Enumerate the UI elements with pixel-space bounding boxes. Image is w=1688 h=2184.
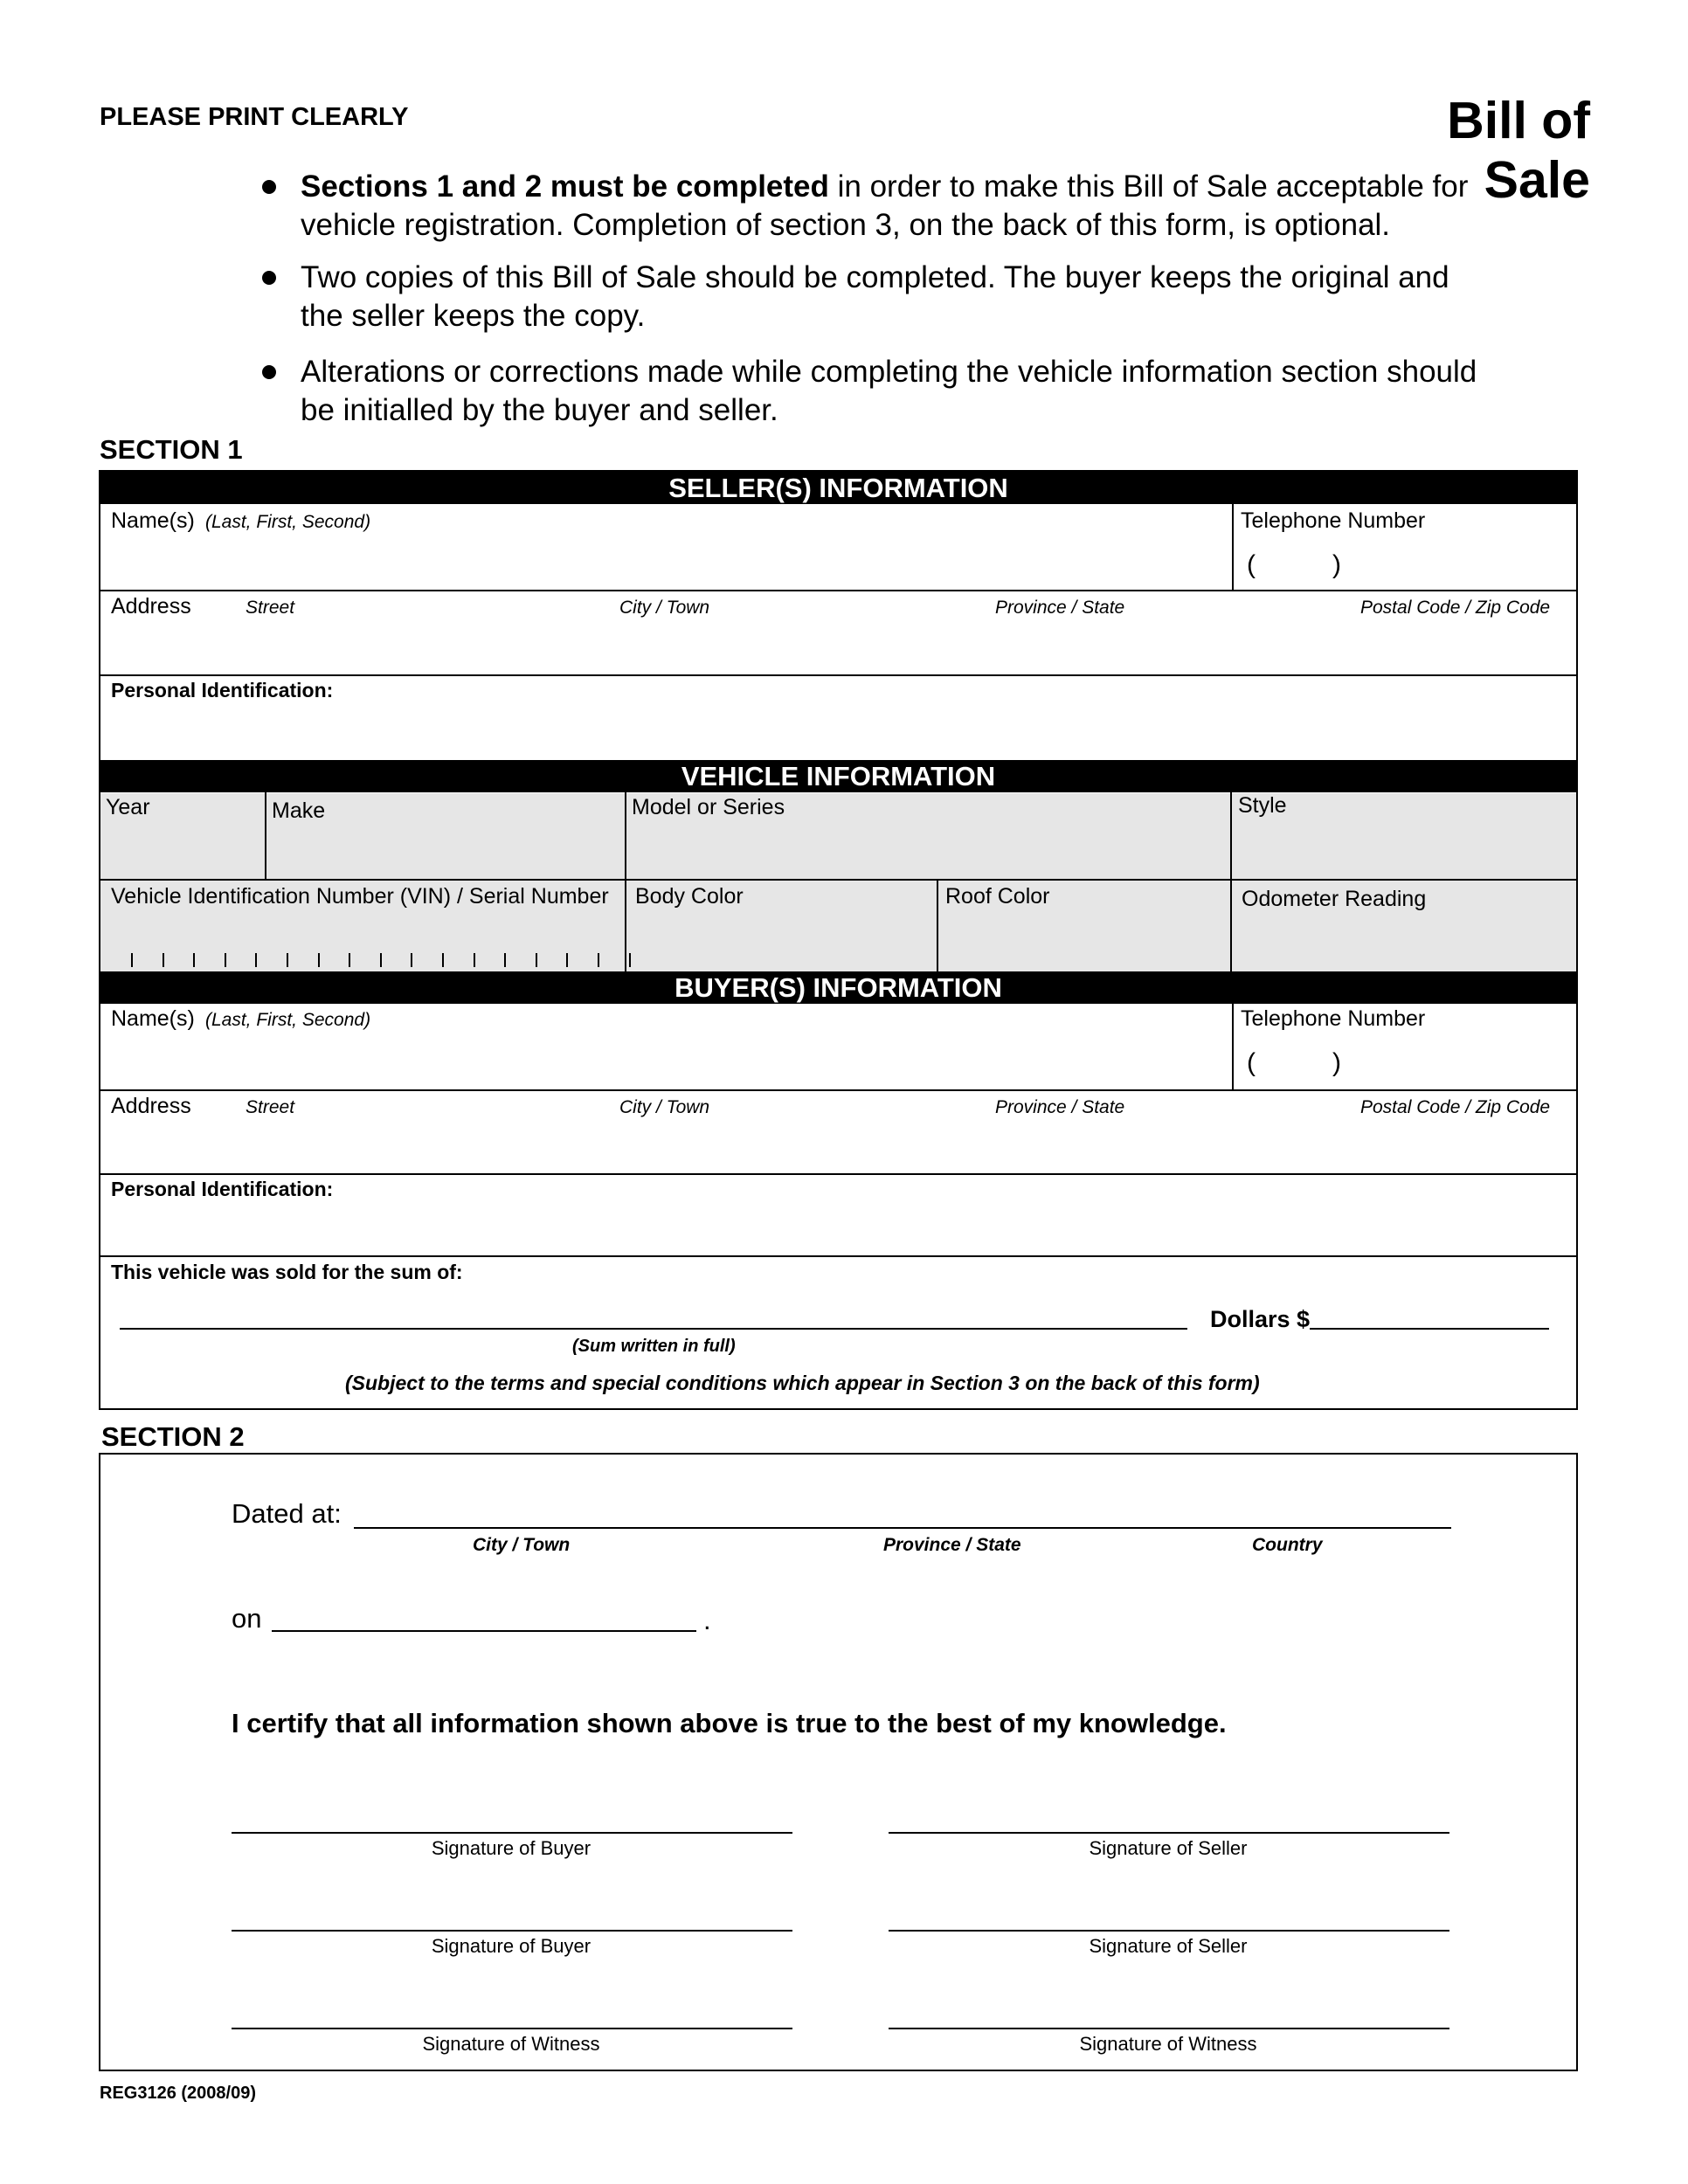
form-title: Bill of Sale bbox=[1447, 92, 1590, 209]
on-label: on bbox=[232, 1603, 262, 1634]
divider bbox=[625, 792, 626, 971]
divider bbox=[1230, 792, 1232, 971]
instruction-text: the seller keeps the copy. bbox=[301, 299, 646, 333]
please-print-notice: PLEASE PRINT CLEARLY bbox=[100, 103, 409, 131]
instruction-item bbox=[262, 168, 1503, 245]
seller-names-label: Name(s) bbox=[111, 508, 195, 533]
instruction-text: be initialled by the buyer and seller. bbox=[301, 393, 778, 427]
vin-box-tick bbox=[287, 953, 288, 967]
dated-city-hint: City / Town bbox=[473, 1535, 571, 1555]
buyer-province-hint: Province / State bbox=[995, 1097, 1125, 1117]
instruction-text: vehicle registration. Completion of section 3, on the back of this form, is optional. bbox=[301, 208, 1391, 242]
vehicle-model-label: Model or Series bbox=[632, 795, 785, 819]
vin-box-tick bbox=[442, 953, 444, 967]
seller-personal-id-label: Personal Identification: bbox=[111, 679, 334, 702]
seller-signature-line[interactable] bbox=[889, 1832, 1449, 1834]
buyer-info-header: BUYER(S) INFORMATION bbox=[100, 971, 1576, 1004]
vehicle-year-label: Year bbox=[106, 795, 150, 819]
seller-city-hint: City / Town bbox=[619, 598, 710, 618]
vin-box-tick bbox=[193, 953, 195, 967]
seller-phone-area-close: ) bbox=[1332, 550, 1341, 579]
vin-box-tick bbox=[349, 953, 350, 967]
dated-at-label: Dated at: bbox=[232, 1498, 342, 1529]
section2-title: SECTION 2 bbox=[101, 1421, 245, 1452]
buyer-personal-id-label: Personal Identification: bbox=[111, 1178, 334, 1200]
seller-phone-label: Telephone Number bbox=[1241, 508, 1426, 533]
divider bbox=[265, 792, 266, 879]
buyer-address-label: Address bbox=[111, 1094, 191, 1118]
vin-box-tick bbox=[255, 953, 257, 967]
vin-box-tick bbox=[629, 953, 631, 967]
instruction-text: in order to make this Bill of Sale acceptable for bbox=[828, 169, 1469, 204]
dollars-amount-line[interactable] bbox=[1310, 1328, 1549, 1330]
buyer-signature-line[interactable] bbox=[232, 1832, 792, 1834]
divider bbox=[1232, 1004, 1234, 1089]
instructions-list bbox=[262, 168, 1503, 444]
seller-signature-line[interactable] bbox=[889, 1930, 1449, 1932]
roof-color-label: Roof Color bbox=[945, 884, 1050, 909]
body-color-label: Body Color bbox=[635, 884, 744, 909]
odometer-label: Odometer Reading bbox=[1242, 887, 1427, 911]
seller-street-hint: Street bbox=[246, 598, 295, 618]
buyer-phone-label: Telephone Number bbox=[1241, 1006, 1426, 1031]
certification-statement: I certify that all information shown above is true to the best of my knowledge. bbox=[232, 1708, 1227, 1738]
vin-box-tick bbox=[566, 953, 568, 967]
divider bbox=[100, 1173, 1576, 1175]
seller-address-label: Address bbox=[111, 594, 191, 619]
witness-signature-label: Signature of Witness bbox=[1079, 2033, 1257, 2055]
bullet-icon bbox=[262, 180, 276, 194]
buyer-phone-area-open: ( bbox=[1247, 1048, 1256, 1077]
vehicle-style-label: Style bbox=[1238, 793, 1287, 818]
vehicle-make-label: Make bbox=[272, 798, 326, 823]
divider bbox=[100, 590, 1576, 591]
section1-title: SECTION 1 bbox=[100, 434, 243, 465]
instruction-text: Two copies of this Bill of Sale should be completed. The buyer keeps the original and bbox=[301, 260, 1449, 294]
witness-signature-label: Signature of Witness bbox=[422, 2033, 600, 2055]
vin-label: Vehicle Identification Number (VIN) / Serial Number bbox=[111, 884, 609, 909]
divider bbox=[100, 1255, 1576, 1257]
buyer-signature-label: Signature of Buyer bbox=[431, 1837, 591, 1859]
vin-box-tick bbox=[411, 953, 412, 967]
vin-box-tick bbox=[318, 953, 320, 967]
sum-written-line[interactable] bbox=[120, 1328, 1187, 1330]
witness-signature-line[interactable] bbox=[232, 2028, 792, 2029]
vin-box-tick bbox=[131, 953, 133, 967]
divider bbox=[100, 674, 1576, 676]
sold-for-label: This vehicle was sold for the sum of: bbox=[111, 1261, 463, 1283]
seller-signature-label: Signature of Seller bbox=[1089, 1935, 1248, 1957]
seller-province-hint: Province / State bbox=[995, 598, 1125, 618]
instruction-text: Alterations or corrections made while completing the vehicle information section should bbox=[301, 355, 1477, 389]
date-line[interactable] bbox=[272, 1630, 696, 1632]
witness-signature-line[interactable] bbox=[889, 2028, 1449, 2029]
vin-box-tick bbox=[536, 953, 537, 967]
section1-box bbox=[99, 470, 1578, 1410]
buyer-city-hint: City / Town bbox=[619, 1097, 710, 1117]
instruction-item bbox=[262, 353, 1503, 430]
divider bbox=[937, 879, 938, 971]
seller-postal-hint: Postal Code / Zip Code bbox=[1360, 598, 1551, 618]
buyer-phone-area-close: ) bbox=[1332, 1048, 1341, 1077]
vin-box-tick bbox=[504, 953, 506, 967]
buyer-postal-hint: Postal Code / Zip Code bbox=[1360, 1097, 1551, 1117]
terms-note: (Subject to the terms and special conditions which appear in Section 3 on the back of this form) bbox=[345, 1372, 1260, 1394]
vin-box-tick bbox=[225, 953, 226, 967]
vin-box-tick bbox=[598, 953, 599, 967]
buyer-names-label: Name(s) bbox=[111, 1006, 195, 1031]
dated-province-hint: Province / State bbox=[883, 1535, 1021, 1555]
divider bbox=[1232, 504, 1234, 590]
section2-box bbox=[99, 1453, 1578, 2071]
date-period: . bbox=[703, 1605, 711, 1635]
buyer-street-hint: Street bbox=[246, 1097, 295, 1117]
seller-phone-area-open: ( bbox=[1247, 550, 1256, 579]
buyer-signature-line[interactable] bbox=[232, 1930, 792, 1932]
divider bbox=[100, 879, 1576, 881]
seller-signature-label: Signature of Seller bbox=[1089, 1837, 1248, 1859]
bullet-icon bbox=[262, 365, 276, 379]
divider bbox=[100, 1089, 1576, 1091]
dated-country-hint: Country bbox=[1252, 1535, 1323, 1555]
bullet-icon bbox=[262, 271, 276, 285]
vin-box-tick bbox=[380, 953, 382, 967]
form-code: REG3126 (2008/09) bbox=[100, 2084, 257, 2103]
seller-names-hint: (Last, First, Second) bbox=[205, 512, 371, 532]
dollars-label: Dollars $ bbox=[1210, 1306, 1311, 1332]
dated-at-line[interactable] bbox=[354, 1527, 1451, 1529]
vehicle-info-header: VEHICLE INFORMATION bbox=[100, 760, 1576, 792]
buyer-names-hint: (Last, First, Second) bbox=[205, 1010, 371, 1030]
vin-box-tick bbox=[163, 953, 164, 967]
buyer-signature-label: Signature of Buyer bbox=[431, 1935, 591, 1957]
vin-box-tick bbox=[474, 953, 475, 967]
instruction-item bbox=[262, 259, 1503, 335]
sum-written-hint: (Sum written in full) bbox=[572, 1337, 736, 1356]
seller-info-header: SELLER(S) INFORMATION bbox=[100, 472, 1576, 504]
instruction-emphasis: Sections 1 and 2 must be completed bbox=[301, 169, 829, 204]
